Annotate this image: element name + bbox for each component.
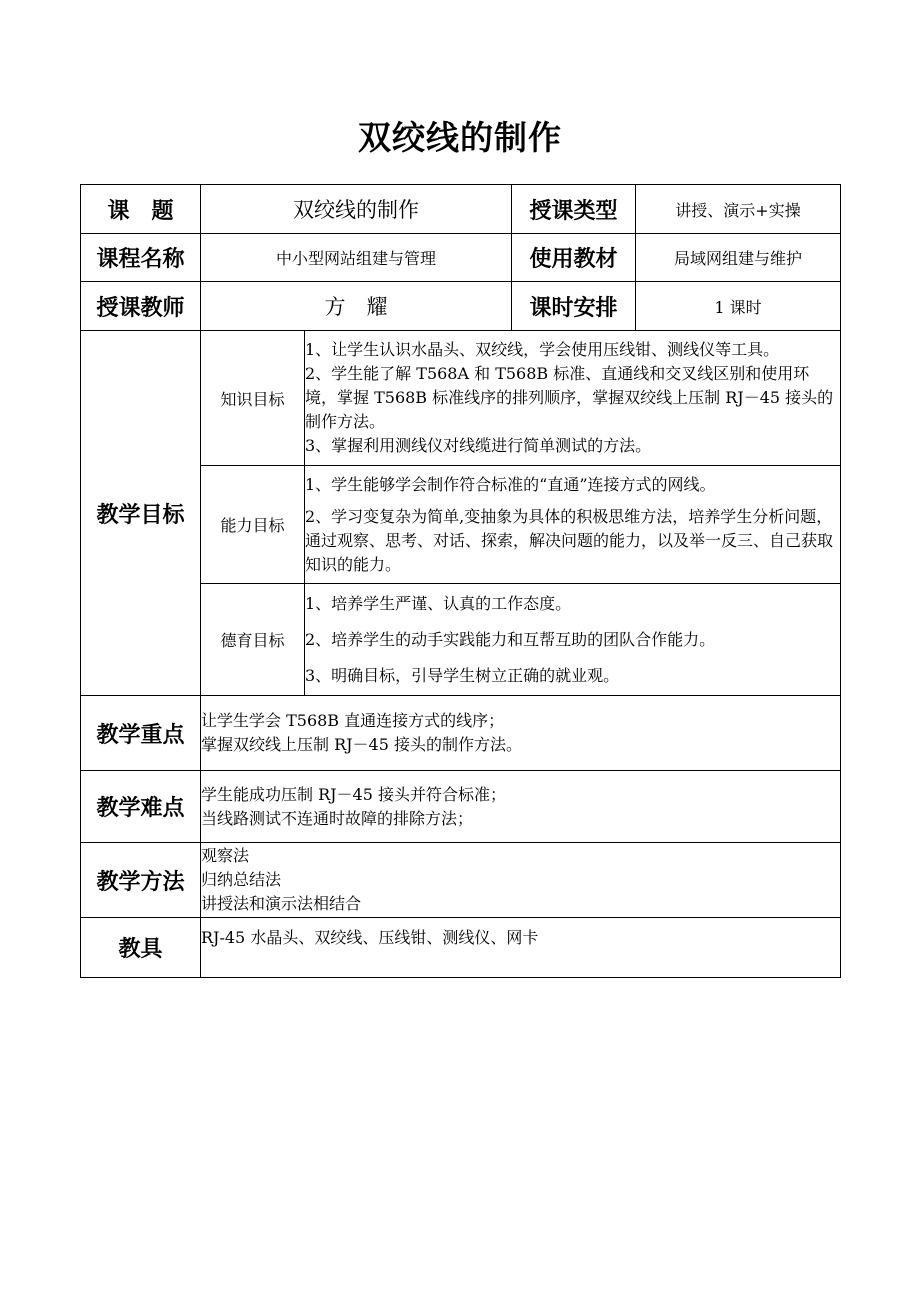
moral-content bbox=[305, 584, 841, 696]
difficulty-line: 学生能成功压制 RJ－45 接头并符合标准； bbox=[201, 784, 506, 804]
teacher-value: 方 耀 bbox=[201, 282, 512, 331]
row-difficulties bbox=[81, 771, 841, 843]
ability-label: 能力目标 bbox=[201, 466, 305, 584]
row-topic bbox=[81, 185, 841, 234]
knowledge-item: 3、掌握利用测线仪对线缆进行简单测试的方法。 bbox=[305, 436, 652, 455]
ability-item: 1、学生能够学会制作符合标准的“直通”连接方式的网线。 bbox=[305, 474, 716, 494]
tools-content bbox=[201, 918, 841, 978]
type-value: 讲授、演示+实操 bbox=[636, 185, 841, 234]
knowledge-item: 1、让学生认识水晶头、双绞线，学会使用压线钳、测线仪等工具。 bbox=[305, 340, 780, 359]
row-knowledge bbox=[81, 331, 841, 466]
method-line: 观察法 bbox=[201, 846, 250, 865]
knowledge-item: 2、学生能了解 T568A 和 T568B 标准、直通线和交叉线区别和使用环境，掌握 T568B 标准线序的排列顺序，掌握双绞线上压制 RJ－45 接头的制作方法。 bbox=[305, 364, 834, 431]
tools-label: 教具 bbox=[81, 918, 201, 978]
key-point-line: 让学生学会 T568B 直通连接方式的线序； bbox=[201, 711, 505, 730]
course-label: 课程名称 bbox=[81, 234, 201, 282]
textbook-value: 局域网组建与维护 bbox=[636, 234, 841, 282]
methods-content bbox=[201, 843, 841, 918]
moral-label: 德育目标 bbox=[201, 584, 305, 696]
key-points-label: 教学重点 bbox=[81, 696, 201, 771]
topic-value: 双绞线的制作 bbox=[201, 185, 512, 234]
type-label: 授课类型 bbox=[512, 185, 636, 234]
row-course bbox=[81, 234, 841, 282]
difficulties-label: 教学难点 bbox=[81, 771, 201, 843]
row-methods bbox=[81, 843, 841, 918]
row-key-points bbox=[81, 696, 841, 771]
course-value: 中小型网站组建与管理 bbox=[201, 234, 512, 282]
moral-item: 3、明确目标，引导学生树立正确的就业观。 bbox=[305, 665, 620, 685]
hours-value: 1 课时 bbox=[636, 282, 841, 331]
methods-label: 教学方法 bbox=[81, 843, 201, 918]
textbook-label: 使用教材 bbox=[512, 234, 636, 282]
hours-label: 课时安排 bbox=[512, 282, 636, 331]
topic-label: 课 题 bbox=[81, 185, 201, 234]
difficulty-line: 当线路测试不连通时故障的排除方法； bbox=[201, 808, 474, 828]
page-title: 双绞线的制作 bbox=[358, 118, 562, 157]
ability-content bbox=[305, 466, 841, 584]
method-line: 讲授法和演示法相结合 bbox=[201, 894, 362, 913]
moral-item: 1、培养学生严谨、认真的工作态度。 bbox=[305, 593, 572, 613]
knowledge-label: 知识目标 bbox=[201, 331, 305, 466]
lesson-plan-table bbox=[80, 184, 841, 978]
ability-item: 2、学习变复杂为简单,变抽象为具体的积极思维方法，培养学生分析问题，通过观察、思考、对话、探索，解决问题的能力，以及举一反三、自己获取知识的能力。 bbox=[305, 506, 834, 574]
row-tools bbox=[81, 918, 841, 978]
moral-item: 2、培养学生的动手实践能力和互帮互助的团队合作能力。 bbox=[305, 629, 716, 649]
knowledge-content bbox=[305, 331, 841, 466]
objectives-label: 教学目标 bbox=[81, 331, 201, 696]
key-point-line: 掌握双绞线上压制 RJ－45 接头的制作方法。 bbox=[201, 735, 522, 754]
method-line: 归纳总结法 bbox=[201, 870, 282, 889]
key-points-content bbox=[201, 696, 841, 771]
row-teacher bbox=[81, 282, 841, 331]
difficulties-content bbox=[201, 771, 841, 843]
teacher-label: 授课教师 bbox=[81, 282, 201, 331]
tools-text: RJ-45 水晶头、双绞线、压线钳、测线仪、网卡 bbox=[201, 928, 539, 947]
